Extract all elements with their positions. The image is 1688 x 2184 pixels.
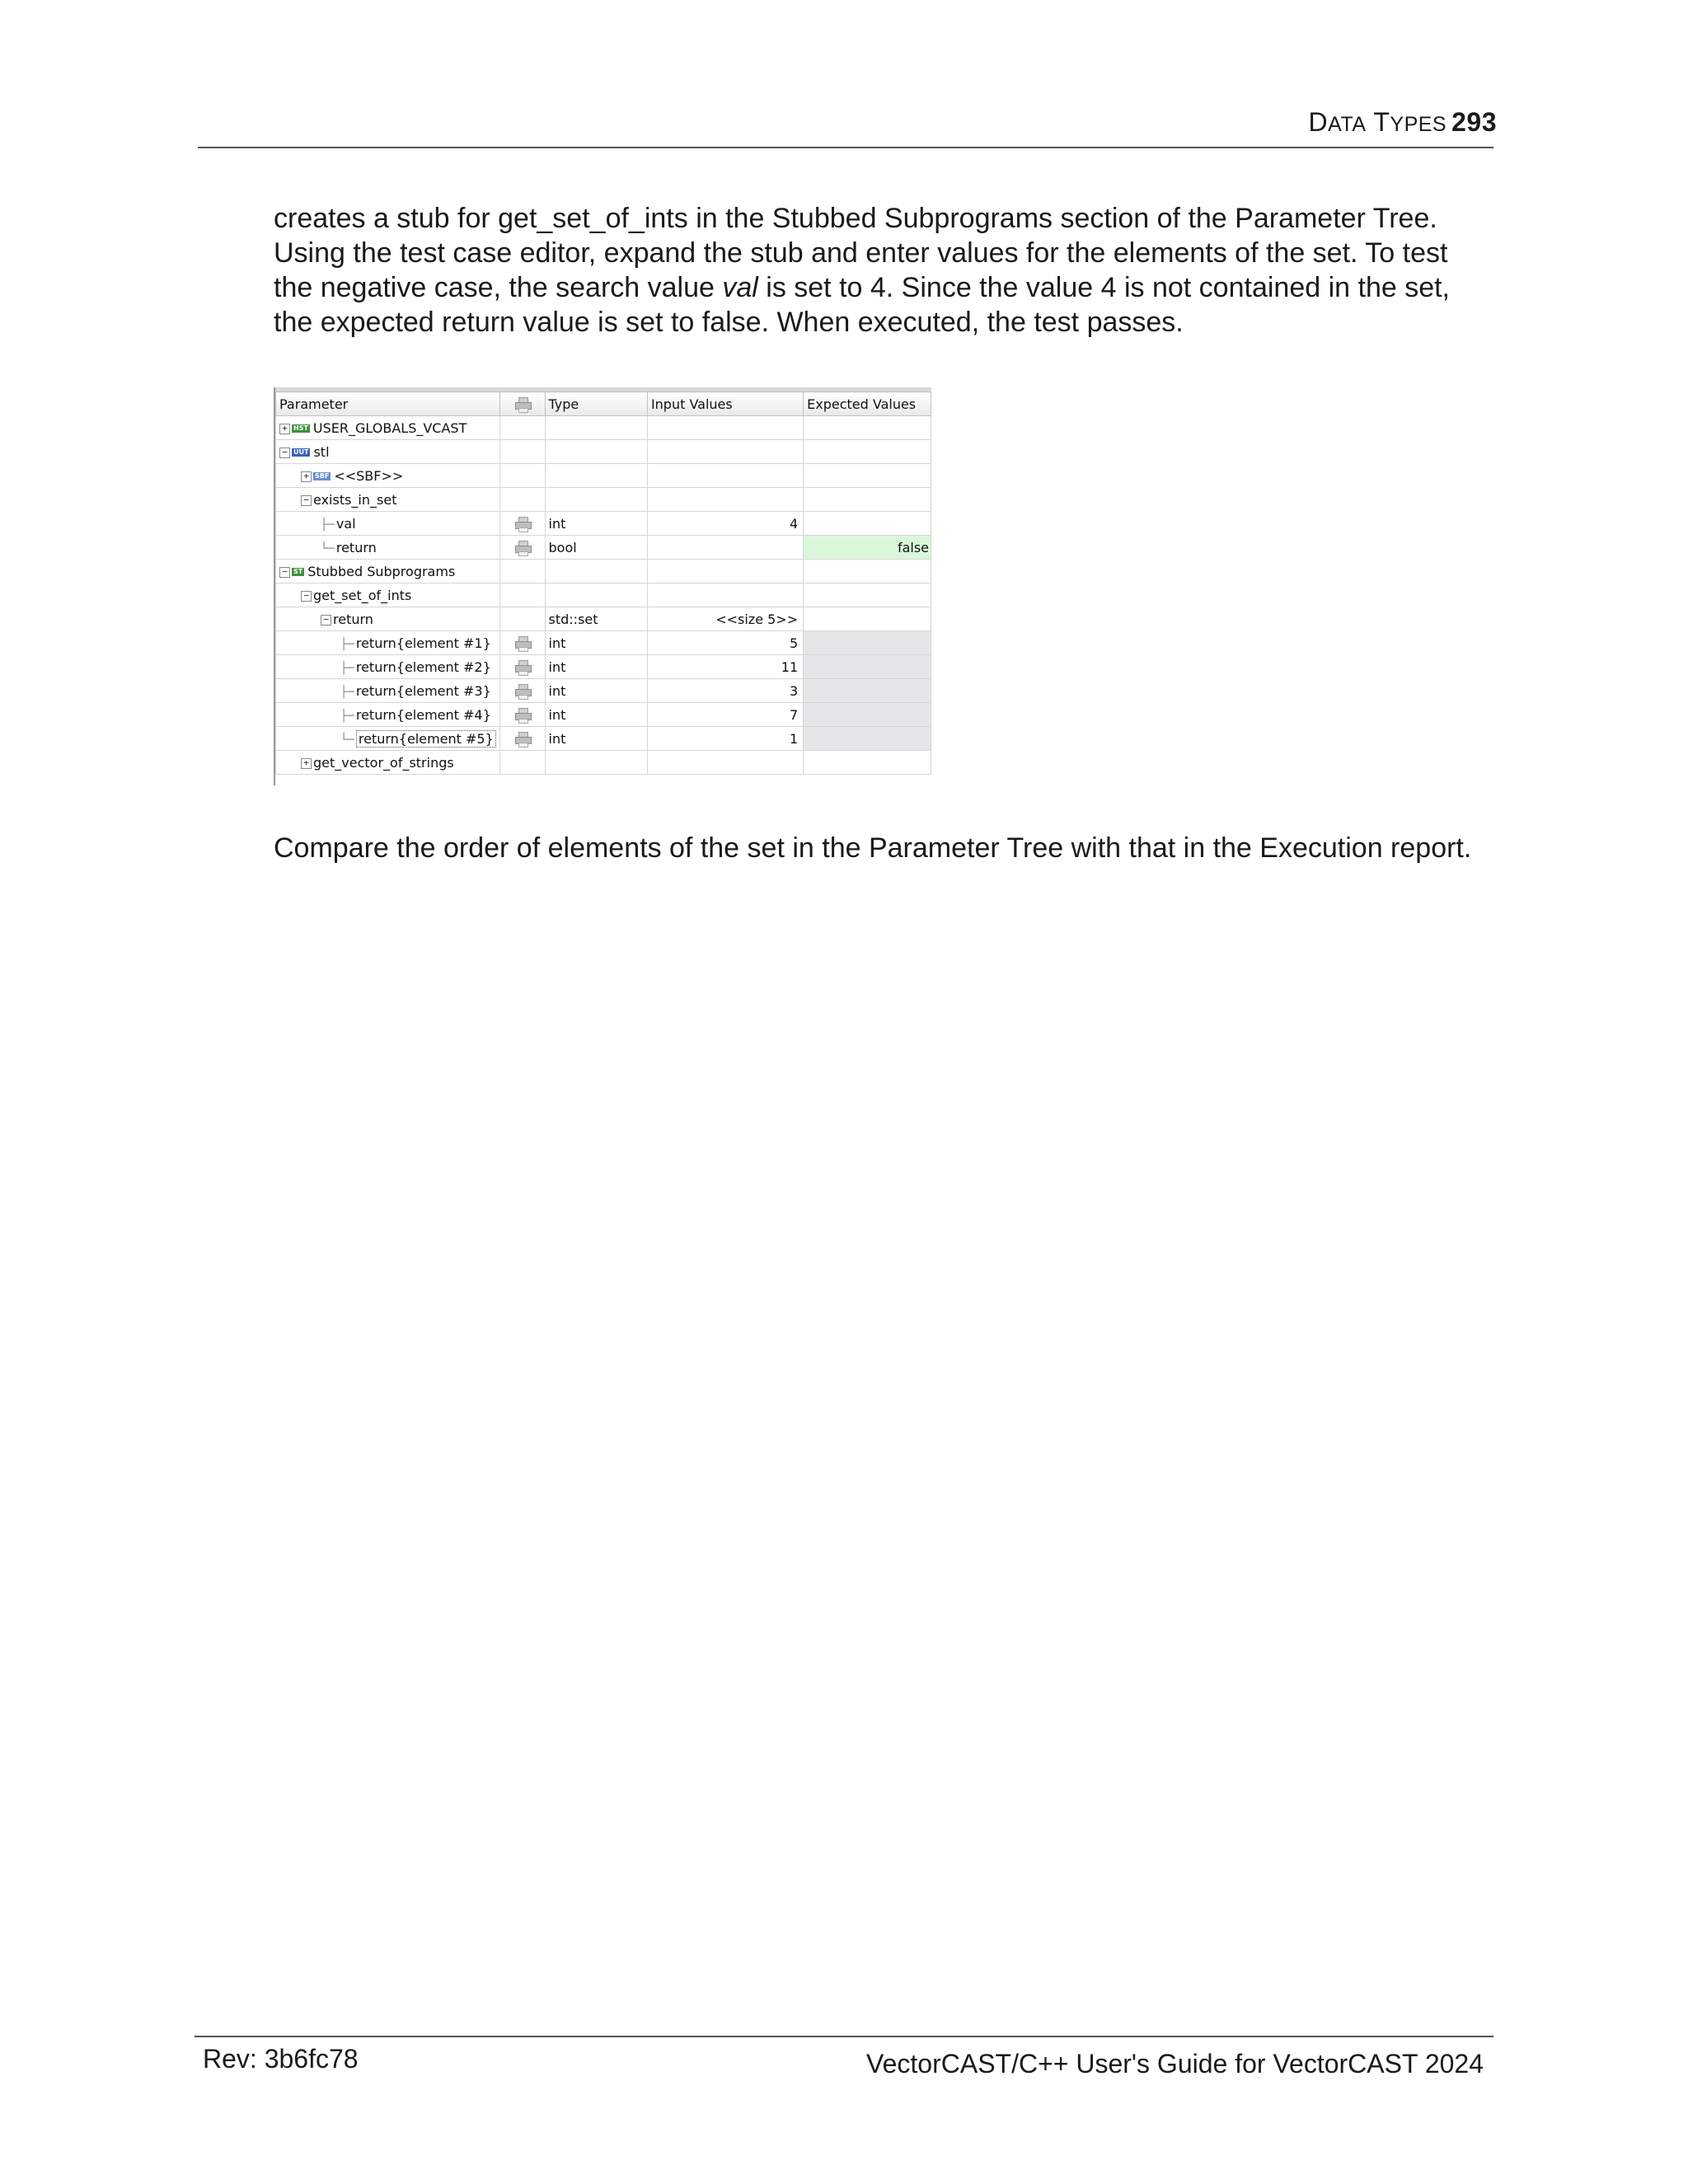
expand-icon[interactable]: +	[301, 471, 312, 482]
tree-row[interactable]	[276, 751, 931, 775]
footer-revision: Rev: 3b6fc78	[203, 2044, 359, 2074]
tree-node-label: exists_in_set	[313, 491, 397, 508]
header-cap-d: D	[1308, 107, 1329, 137]
type-cell: int	[545, 727, 647, 751]
collapse-icon[interactable]: −	[301, 591, 312, 602]
expand-icon[interactable]: +	[301, 758, 312, 769]
input-value-cell[interactable]: 11	[647, 655, 803, 679]
col-expected-values[interactable]: Expected Values	[804, 392, 931, 416]
tree-header-row	[276, 392, 931, 416]
input-value-cell[interactable]	[647, 536, 803, 560]
hst-tag-icon: HST	[293, 424, 308, 432]
tree-connector-icon: └─	[321, 541, 335, 555]
tree-row[interactable]	[276, 464, 931, 488]
running-header	[1309, 105, 1497, 141]
tree-node-label: return{element #3}	[355, 682, 491, 699]
collapse-icon[interactable]: −	[321, 615, 331, 626]
tree-row[interactable]	[276, 631, 931, 655]
printer-icon	[514, 397, 531, 412]
compare-paragraph: Compare the order of elements of the set in the Parameter Tree with that in the Execution report.	[274, 832, 1472, 864]
tree-row[interactable]	[276, 488, 931, 512]
tree-node-label: USER_GLOBALS_VCAST	[312, 419, 467, 436]
tree-node-label: return{element #1}	[355, 635, 491, 651]
type-cell: int	[545, 703, 647, 727]
intro-paragraph	[274, 201, 1493, 340]
printer-icon	[514, 541, 531, 555]
tree-row[interactable]	[276, 512, 931, 536]
intro-text-2: is set to 4. Since the value 4 is not contained in the set, the expected return value is set to false. When executed, the test passes.	[274, 272, 1451, 338]
header-rest-ypes: YPES	[1390, 113, 1447, 136]
col-print[interactable]	[499, 392, 545, 416]
tree-node-label: <<SBF>>	[334, 467, 404, 484]
type-cell: int	[545, 655, 647, 679]
header-cap-t: T	[1373, 107, 1390, 137]
tree-row[interactable]	[276, 536, 931, 560]
collapse-icon[interactable]: −	[279, 567, 290, 578]
tree-row[interactable]	[276, 440, 931, 464]
expected-value-cell[interactable]	[804, 655, 931, 679]
tree-connector-icon: ├─	[340, 637, 354, 651]
input-value-cell[interactable]: 1	[647, 727, 803, 751]
parameter-tree-table	[275, 391, 931, 775]
tree-row[interactable]	[276, 703, 931, 727]
parameter-tree-screenshot	[274, 387, 931, 785]
expected-value-cell[interactable]	[804, 607, 931, 631]
printer-icon	[514, 660, 531, 675]
tree-node-label: return{element #2}	[355, 658, 491, 675]
printer-icon	[514, 732, 531, 747]
tree-node-label: Stubbed Subprograms	[307, 563, 456, 579]
tree-row[interactable]	[276, 560, 931, 583]
type-cell: int	[545, 679, 647, 703]
type-cell: int	[545, 631, 647, 655]
st-tag-icon: ST	[293, 568, 303, 575]
tree-row[interactable]	[276, 607, 931, 631]
intro-text-1: creates a stub for get_set_of_ints in the Stubbed Subprograms section of the Parameter Tree. Using the test case editor, expand the stub and enter values for the elements of the set. To test the negative case, the search value	[274, 203, 1448, 303]
tree-node-label: return	[335, 539, 377, 555]
type-cell: std::set	[545, 607, 647, 631]
expected-value-cell[interactable]	[804, 512, 931, 536]
tree-connector-icon: └─	[340, 733, 354, 747]
uut-tag-icon: UUT	[293, 448, 309, 456]
tree-connector-icon: ├─	[321, 518, 335, 532]
col-parameter[interactable]: Parameter	[276, 392, 500, 416]
printer-icon	[514, 684, 531, 699]
input-value-cell[interactable]: <<size 5>>	[647, 607, 803, 631]
expected-value-cell[interactable]	[804, 703, 931, 727]
printer-icon	[514, 517, 531, 532]
tree-node-label: return{element #4}	[355, 706, 491, 723]
tree-node-label: return	[333, 611, 373, 627]
col-type[interactable]: Type	[545, 392, 647, 416]
footer-rule	[195, 2036, 1493, 2037]
tree-connector-icon: ├─	[340, 685, 354, 699]
type-cell: bool	[545, 536, 647, 560]
input-value-cell[interactable]: 4	[647, 512, 803, 536]
tree-node-label-selected: return{element #5}	[356, 730, 496, 748]
type-cell: int	[545, 512, 647, 536]
tree-connector-icon: ├─	[340, 709, 354, 723]
footer-guide-title: VectorCAST/C++ User's Guide for VectorCAST 2024	[866, 2049, 1484, 2079]
tree-row[interactable]	[276, 655, 931, 679]
tree-node-label: stl	[313, 443, 330, 460]
input-value-cell[interactable]: 3	[647, 679, 803, 703]
printer-icon	[514, 708, 531, 723]
sbf-tag-icon: SBF	[315, 472, 330, 480]
tree-row[interactable]	[276, 416, 931, 440]
tree-node-label: get_set_of_ints	[313, 587, 412, 603]
intro-italic-val: val	[722, 272, 758, 303]
printer-icon	[514, 636, 531, 651]
header-rule	[198, 147, 1493, 148]
expand-icon[interactable]: +	[279, 424, 290, 434]
input-value-cell[interactable]: 5	[647, 631, 803, 655]
tree-row[interactable]	[276, 583, 931, 607]
page-number: 293	[1451, 107, 1497, 137]
tree-node-label: val	[335, 515, 356, 532]
tree-node-label: get_vector_of_strings	[313, 754, 454, 771]
expected-value-cell[interactable]	[804, 679, 931, 703]
header-rest-ata: ATA	[1328, 113, 1367, 136]
input-value-cell[interactable]: 7	[647, 703, 803, 727]
tree-row[interactable]	[276, 679, 931, 703]
col-input-values[interactable]: Input Values	[647, 392, 803, 416]
tree-connector-icon: ├─	[340, 661, 354, 675]
tree-row[interactable]	[276, 727, 931, 751]
collapse-icon[interactable]: −	[301, 495, 312, 506]
expected-value-cell[interactable]: false	[804, 536, 931, 560]
collapse-icon[interactable]: −	[279, 448, 290, 458]
expected-value-cell[interactable]	[804, 727, 931, 751]
expected-value-cell[interactable]	[804, 631, 931, 655]
